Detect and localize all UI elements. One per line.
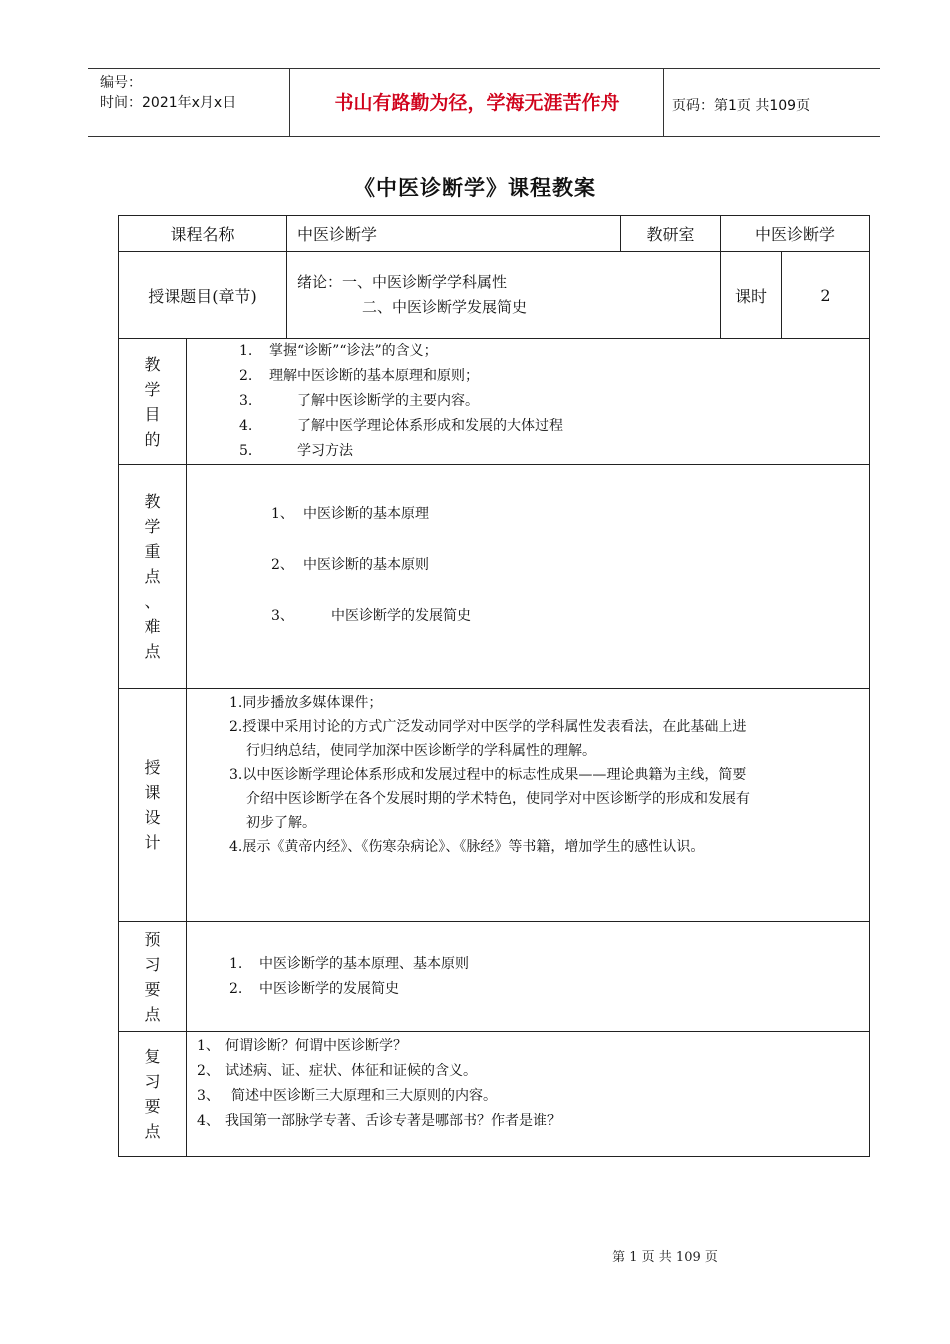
review-row: [119, 1032, 870, 1157]
review-list: [197, 1034, 869, 1134]
header-motto: 书山有路勤为径，学海无涯苦作舟: [334, 92, 620, 114]
topic-line: 绪论：一、中医诊断学学科属性: [297, 273, 508, 291]
item-number: 4.: [239, 418, 253, 434]
item-text: 了解中医诊断学的主要内容。: [297, 393, 479, 409]
design-label: [119, 689, 187, 922]
item-text: 展示《黄帝内经》、《伤寒杂病论》、《脉经》等书籍，增加学生的感性认识。: [242, 839, 705, 855]
objectives-row: [119, 339, 870, 465]
item-continuation: 介绍中医诊断学在各个发展时期的学术特色，使同学对中医诊断学的形成和发展有: [246, 791, 750, 807]
item-number: 1、: [271, 506, 294, 522]
item-number: 2、: [197, 1063, 220, 1079]
item-text: 简述中医诊断三大原理和三大原则的内容。: [231, 1088, 497, 1104]
item-number: 3、: [271, 608, 294, 624]
list-item: [229, 952, 869, 977]
item-text: 中医诊断学的发展简史: [331, 608, 471, 624]
document-title: 《中医诊断学》课程教案: [354, 175, 596, 200]
preview-label-text: 预习要点: [144, 929, 161, 1024]
key-points-label: [119, 465, 187, 689]
design-content: [187, 689, 870, 922]
list-item: [229, 835, 869, 859]
list-item: [197, 1109, 869, 1134]
key-points-list: [271, 489, 869, 642]
list-item: [239, 339, 869, 364]
list-item: [197, 1084, 869, 1109]
page-footer: 第 1 页 共 109 页: [612, 1250, 718, 1265]
preview-list: [229, 952, 869, 1002]
item-continuation: 行归纳总结，使同学加深中医诊断学的学科属性的理解。: [246, 743, 596, 759]
objectives-content: [187, 339, 870, 465]
key-points-content: [187, 465, 870, 689]
design-label-text: 授课设计: [144, 758, 161, 852]
preview-content: [187, 922, 870, 1032]
preview-label: [119, 922, 187, 1032]
objectives-label: [119, 339, 187, 465]
lesson-plan-table: [118, 215, 870, 1157]
item-number: 1、: [197, 1038, 220, 1054]
list-item: [271, 591, 869, 642]
header-number: 编号：: [100, 75, 142, 91]
design-row: [119, 689, 870, 922]
key-points-row: [119, 465, 870, 689]
review-label-text: 复习要点: [144, 1047, 161, 1141]
item-number: 3.: [239, 393, 253, 409]
header-page-number: 页码：第1页 共109页: [672, 98, 811, 114]
item-text: 中医诊断学的发展简史: [259, 980, 399, 997]
item-number: 1.: [229, 955, 243, 972]
item-number: 1.: [229, 695, 243, 711]
list-item: [197, 1034, 869, 1059]
item-continuation: 初步了解。: [246, 815, 316, 831]
item-number: 4、: [197, 1113, 220, 1129]
department-label: 教研室: [621, 216, 721, 252]
course-name-label: 课程名称: [119, 216, 287, 252]
key-points-label-text: 教学重点、难点: [144, 492, 161, 661]
list-item: [239, 439, 869, 464]
item-number: 3.: [229, 767, 243, 783]
list-item: [229, 715, 869, 739]
department-value: 中医诊断学: [721, 216, 870, 252]
hours-label: 课时: [721, 252, 782, 339]
item-number: 4.: [229, 839, 243, 855]
item-number: 3、: [197, 1088, 220, 1104]
objectives-list: [239, 339, 869, 464]
design-list: [229, 691, 869, 859]
item-number: 2.: [229, 719, 243, 735]
list-item: [271, 540, 869, 591]
header-bottom-rule: [88, 136, 880, 137]
item-text: 同步播放多媒体课件；: [242, 695, 383, 711]
hours-value: 2: [782, 252, 870, 339]
list-item: [229, 763, 869, 787]
course-row: [119, 216, 870, 252]
list-item: [197, 1059, 869, 1084]
item-number: 2.: [229, 980, 243, 997]
topic-label: 授课题目(章节): [119, 252, 287, 339]
item-number: 1.: [239, 343, 253, 359]
topic-row: [119, 252, 870, 339]
topic-line: 二、中医诊断学发展简史: [362, 298, 528, 316]
objectives-label-text: 教学目的: [144, 354, 161, 449]
item-text: 我国第一部脉学专著、舌诊专著是哪部书？作者是谁？: [225, 1113, 561, 1129]
item-text: 了解中医学理论体系形成和发展的大体过程: [297, 418, 563, 434]
list-item: [239, 364, 869, 389]
item-text: 以中医诊断学理论体系形成和发展过程中的标志性成果——理论典籍为主线，简要: [242, 767, 747, 783]
list-item: [239, 389, 869, 414]
list-item: [229, 691, 869, 715]
item-text: 中医诊断的基本原理: [303, 506, 429, 522]
item-text: 理解中医诊断的基本原理和原则；: [269, 368, 479, 384]
item-number: 2.: [239, 368, 253, 384]
header-top-rule: [88, 68, 880, 69]
review-label: [119, 1032, 187, 1157]
item-text: 中医诊断的基本原则: [303, 557, 429, 573]
item-text: 试述病、证、症状、体征和证候的含义。: [225, 1063, 477, 1079]
header-time: 时间：2021年x月x日: [100, 95, 237, 111]
review-content: [187, 1032, 870, 1157]
list-item: [271, 489, 869, 540]
item-number: 2、: [271, 557, 294, 573]
item-text: 中医诊断学的基本原理、基本原则: [259, 955, 469, 972]
course-name-value: 中医诊断学: [287, 216, 621, 252]
item-text: 学习方法: [297, 443, 353, 459]
list-item: [239, 414, 869, 439]
item-text: 何谓诊断？何谓中医诊断学？: [225, 1038, 407, 1054]
preview-row: [119, 922, 870, 1032]
item-text: 授课中采用讨论的方式广泛发动同学对中医学的学科属性发表看法，在此基础上进: [242, 719, 747, 735]
list-item: [229, 977, 869, 1002]
topic-value: [287, 252, 721, 339]
item-text: 掌握“诊断”“诊法”的含义；: [269, 343, 438, 359]
item-number: 5．: [239, 443, 262, 459]
